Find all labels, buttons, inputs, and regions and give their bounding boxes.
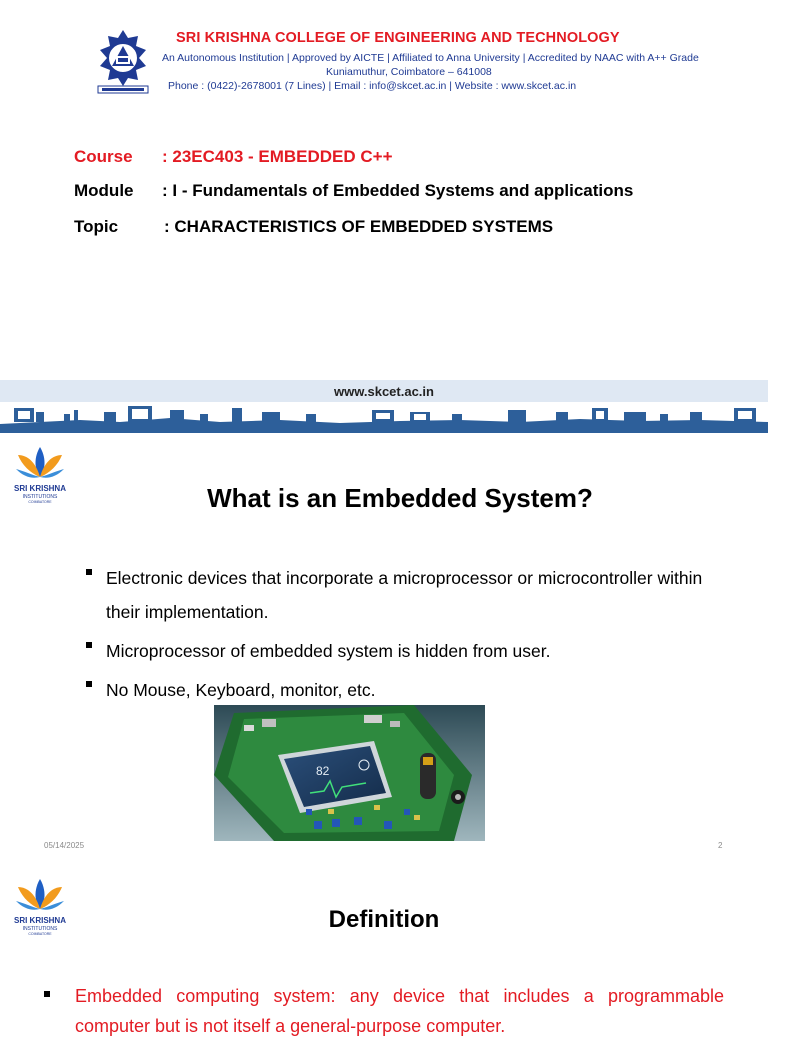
slide-title: Definition	[328, 906, 440, 933]
college-accreditation: An Autonomous Institution | Approved by AICTE | Affiliated to Anna University | Accredited by NAAC with A++ Grade	[162, 52, 699, 64]
slide-number: 2	[718, 841, 723, 850]
course-label: Course	[74, 147, 133, 166]
module-row	[74, 181, 633, 201]
svg-text:INSTITUTIONS: INSTITUTIONS	[22, 494, 58, 500]
svg-text:SRI KRISHNA: SRI KRISHNA	[13, 916, 67, 925]
topic-value: : CHARACTERISTICS OF EMBEDDED SYSTEMS	[164, 217, 554, 236]
course-value: : 23EC403 - EMBEDDED C++	[162, 147, 393, 166]
bullet-list	[86, 561, 726, 712]
college-emblem-icon	[96, 28, 150, 96]
module-value: : I - Fundamentals of Embedded Systems and applications	[162, 181, 634, 200]
definition-slide	[0, 863, 768, 1036]
topic-row	[74, 217, 553, 237]
list-item: No Mouse, Keyboard, monitor, etc.	[86, 673, 726, 707]
svg-text:INSTITUTIONS: INSTITUTIONS	[22, 926, 58, 932]
screen-readout: 82	[316, 764, 330, 778]
svg-text:SRI KRISHNA: SRI KRISHNA	[13, 484, 67, 493]
college-contact: Phone : (0422)-2678001 (7 Lines) | Email : info@skcet.ac.in | Website : www.skcet.ac.in	[168, 80, 577, 92]
embedded-system-slide	[0, 433, 768, 863]
campus-skyline-icon	[0, 400, 768, 433]
course-row	[74, 147, 393, 167]
svg-text:COIMBATORE: COIMBATORE	[28, 932, 52, 936]
svg-text:COIMBATORE: COIMBATORE	[28, 500, 52, 504]
slide-title: What is an Embedded System?	[207, 483, 593, 513]
slide-date: 05/14/2025	[44, 841, 85, 850]
square-bullet-icon	[44, 991, 50, 997]
title-slide	[0, 0, 768, 433]
college-name: SRI KRISHNA COLLEGE OF ENGINEERING AND TECHNOLOGY	[176, 30, 620, 46]
footer-url: www.skcet.ac.in	[334, 384, 434, 399]
embedded-board-photo	[214, 705, 485, 841]
college-address: Kuniamuthur, Coimbatore – 641008	[326, 66, 492, 78]
list-item: Electronic devices that incorporate a microprocessor or microcontroller within their implementation.	[86, 561, 726, 629]
definition-bullet	[44, 981, 724, 1041]
list-item: Microprocessor of embedded system is hidden from user.	[86, 634, 726, 668]
definition-text: Embedded computing system: any device that includes a programmable computer but is not itself a general-purpose computer.	[75, 986, 724, 1036]
topic-label: Topic	[74, 217, 119, 236]
module-label: Module	[74, 181, 134, 200]
